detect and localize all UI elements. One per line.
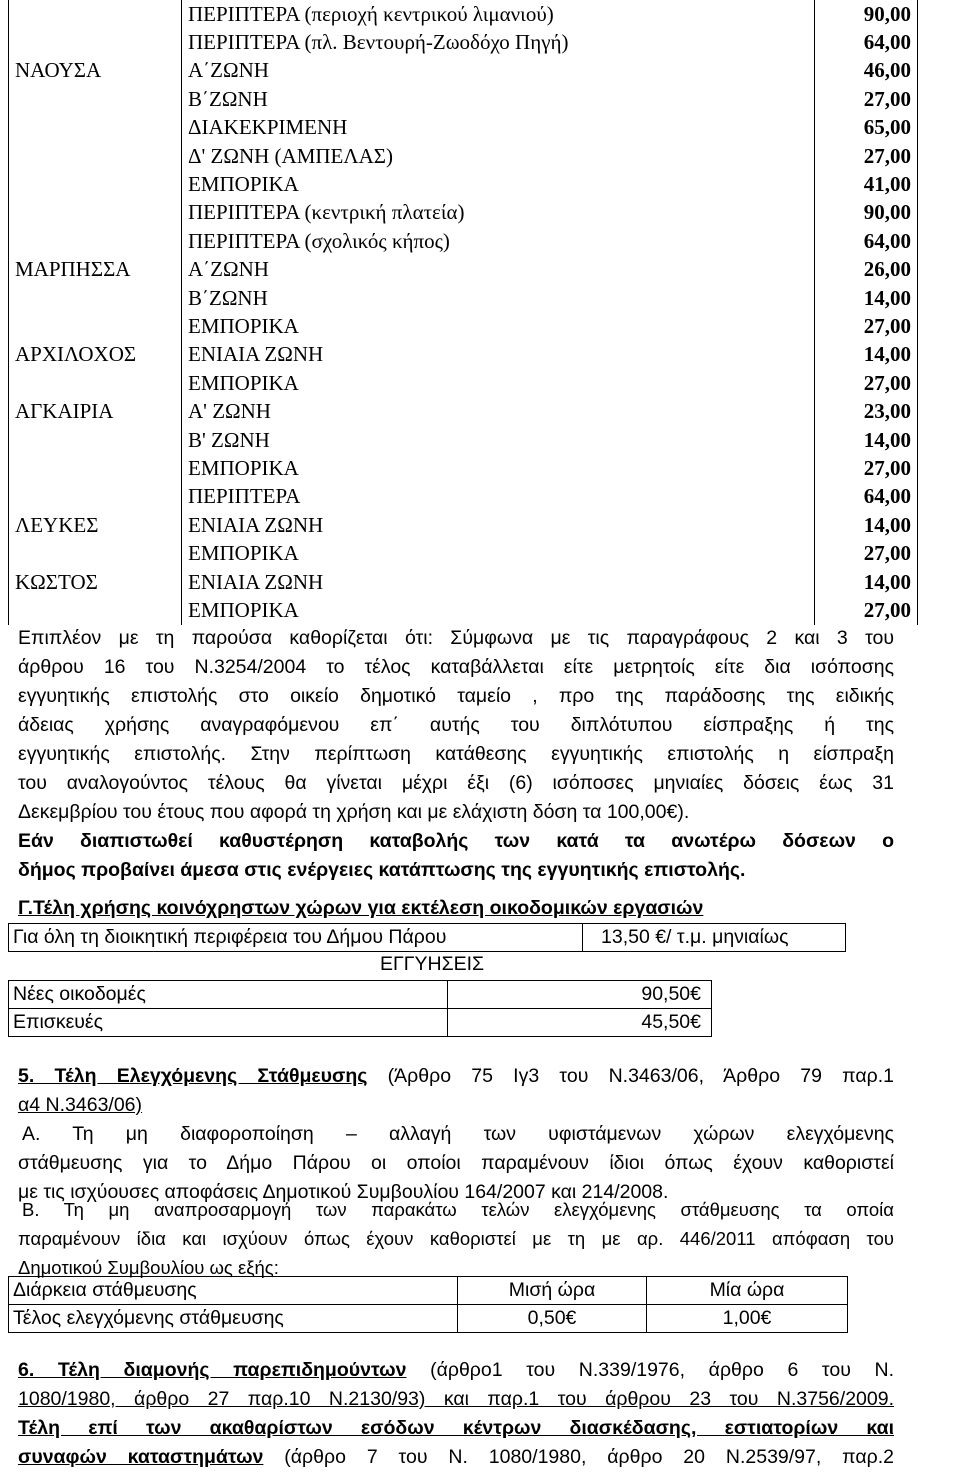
- fee-row: [9, 199, 918, 227]
- fee-row: [9, 568, 918, 596]
- section-6-heading: 6. Τέλη διαμονής παρεπιδημούντων: [18, 1359, 407, 1381]
- bold-text-line: Εάν διαπιστωθεί καθυστέρηση καταβολής των κατά τα ανωτέρω δόσεων ο: [18, 830, 894, 852]
- area-name: [9, 85, 182, 113]
- zone-fee: 27,00: [815, 596, 918, 624]
- zone-fee: 27,00: [815, 142, 918, 170]
- area-name: [9, 454, 182, 482]
- guarantee-value: 45,50€: [448, 1009, 712, 1037]
- area-name: [9, 170, 182, 198]
- zone-name: ΕΜΠΟΡΙΚΑ: [182, 170, 815, 198]
- zone-fee: 27,00: [815, 539, 918, 567]
- area-name: ΜΑΡΠΗΣΣΑ: [9, 256, 182, 284]
- zone-fee: 14,00: [815, 568, 918, 596]
- area-name: ΚΩΣΤΟΣ: [9, 568, 182, 596]
- fee-row: [9, 397, 918, 425]
- area-name: [9, 312, 182, 340]
- area-name: [9, 28, 182, 56]
- fee-row: [9, 426, 918, 454]
- area-name: [9, 539, 182, 567]
- zone-fee: 14,00: [815, 284, 918, 312]
- fee-row: [9, 284, 918, 312]
- section-6: [18, 1356, 894, 1472]
- parking-header: Διάρκεια στάθμευσης: [9, 1277, 458, 1305]
- zone-name: ΕΜΠΟΡΙΚΑ: [182, 312, 815, 340]
- bold-text-line: Τέλη επί των ακαθαρίστων εσόδων κέντρων διασκέδασης, εστιατορίων και: [18, 1417, 894, 1439]
- area-name: [9, 426, 182, 454]
- fee-row: [9, 0, 918, 28]
- section-6-ref: (άρθρο1 του Ν.339/1976, άρθρο 6 του Ν.: [406, 1359, 894, 1381]
- fee-table: [8, 0, 918, 625]
- zone-name: ΠΕΡΙΠΤΕΡΑ: [182, 483, 815, 511]
- parking-price-half-hour: 0,50€: [458, 1305, 647, 1333]
- section-5b: [18, 1195, 894, 1282]
- bold-text: συναφών καταστημάτων: [18, 1446, 264, 1468]
- guarantees-title: ΕΓΓΥΗΣΕΙΣ: [380, 953, 485, 975]
- text-line: Επιπλέον με τη παρούσα καθορίζεται ότι: Σύμφωνα με τις παραγράφους 2 και 3 του: [18, 627, 894, 649]
- parking-row-label: Τέλος ελεγχόμενης στάθμευσης: [9, 1305, 458, 1333]
- fee-row: [9, 454, 918, 482]
- area-name: [9, 369, 182, 397]
- section-6-ref2: (άρθρο 7 του Ν. 1080/1980, άρθρο 20 Ν.2539/97, παρ.2: [263, 1446, 894, 1468]
- zone-name: Α΄ΖΩΝΗ: [182, 57, 815, 85]
- text-line: 1080/1980, άρθρο 27 παρ.10 Ν.2130/93) και παρ.1 του άρθρου 23 του Ν.3756/2009.: [18, 1388, 894, 1410]
- zone-fee: 27,00: [815, 85, 918, 113]
- text-line: με τις ισχύουσες αποφάσεις Δημοτικού Συμβουλίου 164/2007 και 214/2008.: [18, 1181, 669, 1203]
- area-name: [9, 596, 182, 624]
- fee-row: [9, 341, 918, 369]
- fee-row: [9, 170, 918, 198]
- fee-row: [9, 227, 918, 255]
- text-line: παραμένουν ίδια και ισχύουν όπως έχουν καθοριστεί με τη με αρ. 446/2011 απόφαση του: [18, 1228, 894, 1249]
- zone-fee: 14,00: [815, 341, 918, 369]
- section-5-heading: 5. Τέλη Ελεγχόμενης Στάθμευσης: [18, 1065, 368, 1087]
- text-line: Δεκεμβρίου του έτους που αφορά τη χρήση και με ελάχιστη δόση τα 100,00€).: [18, 801, 690, 823]
- area-name: ΛΕΥΚΕΣ: [9, 511, 182, 539]
- zone-name: Δ' ΖΩΝΗ (ΑΜΠΕΛΑΣ): [182, 142, 815, 170]
- zone-name: ΠΕΡΙΠΤΕΡΑ (σχολικός κήπος): [182, 227, 815, 255]
- text-line: του αναλογούντος τέλους θα γίνεται μέχρι έξι (6) ισόποσες μηνιαίες δόσεις έως 31: [18, 772, 894, 794]
- area-name: [9, 114, 182, 142]
- zone-fee: 26,00: [815, 256, 918, 284]
- text-line: εγγυητικής επιστολής στο οικείο δημοτικό ταμείο , προ της παράδοσης της ειδικής: [18, 685, 894, 707]
- fee-label: Για όλη τη διοικητική περιφέρεια του Δήμου Πάρου: [9, 924, 583, 952]
- text-line: άδειας χρήσης αναγραφόμενου επ΄ αυτής του διπλότυπου είσπραξης ή της: [18, 714, 894, 736]
- zone-name: ΕΝΙΑΙΑ ΖΩΝΗ: [182, 511, 815, 539]
- parking-price-hour: 1,00€: [647, 1305, 848, 1333]
- zone-name: ΕΝΙΑΙΑ ΖΩΝΗ: [182, 341, 815, 369]
- area-name: [9, 199, 182, 227]
- fee-row: [9, 312, 918, 340]
- zone-name: Β΄ΖΩΝΗ: [182, 284, 815, 312]
- zone-fee: 14,00: [815, 426, 918, 454]
- fee-row: [9, 85, 918, 113]
- fee-row: [9, 483, 918, 511]
- fee-row: [9, 142, 918, 170]
- construction-fee-table: [8, 923, 846, 952]
- guarantee-label: Νέες οικοδομές: [9, 981, 448, 1009]
- zone-name: ΔΙΑΚΕΚΡΙΜΕΝΗ: [182, 114, 815, 142]
- fee-row: [9, 256, 918, 284]
- fee-row: [9, 28, 918, 56]
- area-name: [9, 227, 182, 255]
- section-g-heading: Γ.Τέλη χρήσης κοινόχρηστων χώρων για εκτέλεση οικοδομικών εργασιών: [18, 897, 704, 919]
- area-name: [9, 0, 182, 28]
- zone-name: Β΄ΖΩΝΗ: [182, 85, 815, 113]
- text-line: Δημοτικού Συμβουλίου ως εξής:: [18, 1257, 279, 1278]
- area-name: [9, 142, 182, 170]
- zone-name: ΠΕΡΙΠΤΕΡΑ (πλ. Βεντουρή-Ζωοδόχο Πηγή): [182, 28, 815, 56]
- text-line: Β. Τη μη αναπροσαρμογή των παρακάτω τελών ελεγχόμενης στάθμευσης τα οποία: [22, 1199, 894, 1220]
- text-line: Α. Τη μη διαφοροποίηση – αλλαγή των υφιστάμενων χώρων ελεγχόμενης: [22, 1123, 894, 1145]
- area-name: [9, 284, 182, 312]
- zone-name: Α΄ΖΩΝΗ: [182, 256, 815, 284]
- guarantee-label: Επισκευές: [9, 1009, 448, 1037]
- parking-fee-table: [8, 1276, 848, 1333]
- zone-fee: 64,00: [815, 227, 918, 255]
- area-name: ΝΑΟΥΣΑ: [9, 57, 182, 85]
- area-name: ΑΓΚΑΙΡΙΑ: [9, 397, 182, 425]
- bold-text-line: δήμος προβαίνει άμεσα στις ενέργειες κατάπτωσης της εγγυητικής επιστολής.: [18, 859, 746, 881]
- zone-name: ΕΜΠΟΡΙΚΑ: [182, 369, 815, 397]
- zone-fee: 64,00: [815, 483, 918, 511]
- fee-row: [9, 57, 918, 85]
- parking-header: Μία ώρα: [647, 1277, 848, 1305]
- paragraph-payment-terms: [18, 624, 894, 885]
- zone-name: ΠΕΡΙΠΤΕΡΑ (κεντρική πλατεία): [182, 199, 815, 227]
- zone-name: Α' ΖΩΝΗ: [182, 397, 815, 425]
- zone-fee: 64,00: [815, 28, 918, 56]
- section-5-ref-line2: α4 Ν.3463/06): [18, 1094, 143, 1116]
- fee-row: [9, 596, 918, 624]
- guarantee-value: 90,50€: [448, 981, 712, 1009]
- section-g-title: [18, 894, 894, 923]
- zone-name: ΕΝΙΑΙΑ ΖΩΝΗ: [182, 568, 815, 596]
- zone-fee: 14,00: [815, 511, 918, 539]
- zone-name: ΕΜΠΟΡΙΚΑ: [182, 454, 815, 482]
- zone-fee: 46,00: [815, 57, 918, 85]
- zone-name: ΠΕΡΙΠΤΕΡΑ (περιοχή κεντρικού λιμανιού): [182, 0, 815, 28]
- zone-name: ΕΜΠΟΡΙΚΑ: [182, 596, 815, 624]
- text-line: εγγυητικής επιστολής. Στην περίπτωση κατάθεσης εγγυητικής επιστολής η είσπραξη: [18, 743, 894, 765]
- fee-row: [9, 511, 918, 539]
- fee-row: [9, 539, 918, 567]
- area-name: [9, 483, 182, 511]
- zone-fee: 27,00: [815, 454, 918, 482]
- zone-fee: 27,00: [815, 369, 918, 397]
- fee-row: [9, 114, 918, 142]
- text-line: στάθμευσης για το Δήμο Πάρου οι οποίοι παραμένουν ίδιοι όπως έχουν καθοριστεί: [18, 1152, 894, 1174]
- zone-fee: 23,00: [815, 397, 918, 425]
- fee-row: [9, 369, 918, 397]
- fee-value: 13,50 €/ τ.μ. μηνιαίως: [583, 924, 846, 952]
- zone-fee: 41,00: [815, 170, 918, 198]
- zone-name: ΕΜΠΟΡΙΚΑ: [182, 539, 815, 567]
- zone-name: Β' ΖΩΝΗ: [182, 426, 815, 454]
- text-line: άρθρου 16 του Ν.3254/2004 το τέλος καταβάλλεται είτε μετρητοίς είτε δια ισόποσης: [18, 656, 894, 678]
- guarantees-table: [8, 980, 712, 1037]
- section-5: [18, 1062, 894, 1207]
- area-name: ΑΡΧΙΛΟΧΟΣ: [9, 341, 182, 369]
- parking-header: Μισή ώρα: [458, 1277, 647, 1305]
- zone-fee: 27,00: [815, 312, 918, 340]
- zone-fee: 90,00: [815, 0, 918, 28]
- section-5-ref: (Άρθρο 75 Ιγ3 του Ν.3463/06, Άρθρο 79 παρ.1: [367, 1065, 894, 1087]
- zone-fee: 65,00: [815, 114, 918, 142]
- zone-fee: 90,00: [815, 199, 918, 227]
